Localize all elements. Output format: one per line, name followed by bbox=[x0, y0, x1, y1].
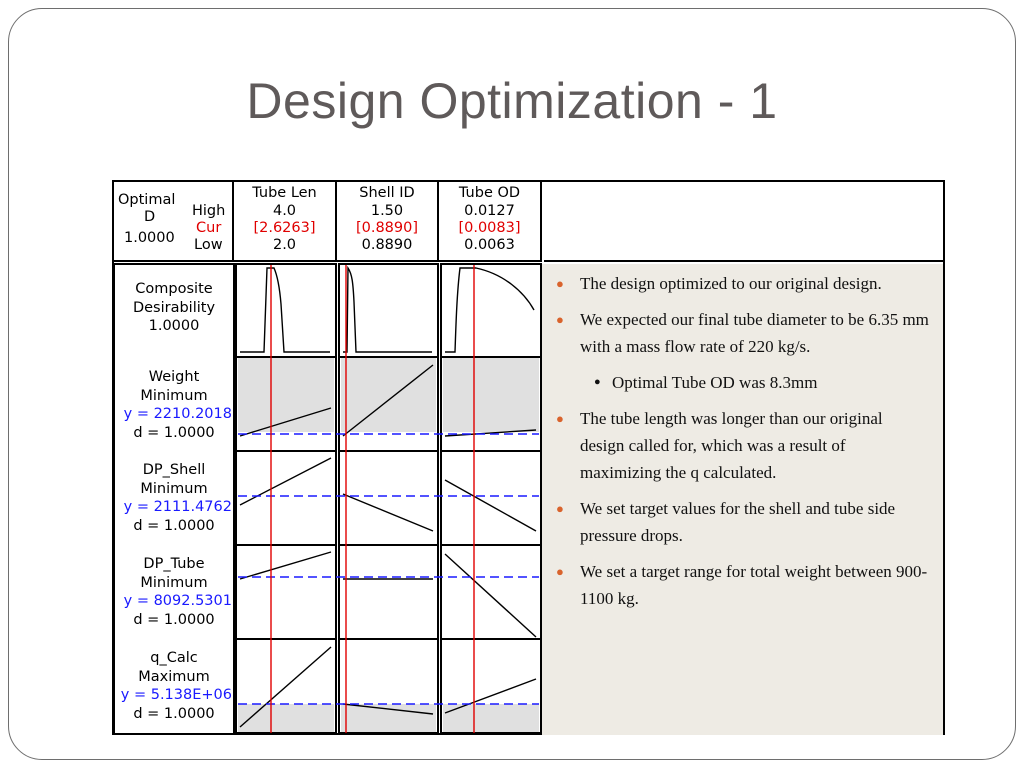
shaded-region bbox=[341, 358, 436, 432]
bullet-item bbox=[554, 495, 929, 549]
target-lines bbox=[238, 434, 539, 704]
factor-name: Shell ID bbox=[359, 185, 415, 201]
factor-low: 2.0 bbox=[272, 237, 297, 253]
response-name: DP_Tube bbox=[143, 556, 205, 572]
response-y: y = 2111.4762 bbox=[123, 499, 232, 515]
bullet-text: The tube length was longer than our original design called for, which was a result of maximizing the q calculated. bbox=[580, 409, 883, 482]
factor-high: 0.0127 bbox=[464, 203, 515, 219]
dp-shell-curve-tube-od bbox=[445, 480, 536, 531]
shaded-region bbox=[341, 704, 436, 732]
bullet-text: The design optimized to our original design. bbox=[580, 274, 882, 293]
composite-curve-tube-od bbox=[445, 268, 534, 352]
bullet-text: Optimal Tube OD was 8.3mm bbox=[612, 373, 818, 392]
composite-line-2: Desirability bbox=[132, 299, 216, 316]
factor-cur: [2.6263] bbox=[253, 220, 316, 236]
bullet-item bbox=[554, 306, 929, 360]
response-y: y = 8092.5301 bbox=[123, 593, 232, 609]
bullet-dot-icon: ● bbox=[556, 276, 564, 291]
composite-curve-shell-id bbox=[343, 268, 432, 352]
bullet-text: We expected our final tube diameter to be 6.35 mm with a mass flow rate of 220 kg/s. bbox=[580, 310, 929, 356]
dp-tube-curve-tube-od bbox=[445, 554, 536, 637]
factor-name: Tube Len bbox=[252, 185, 317, 201]
notes-panel bbox=[542, 264, 943, 735]
composite-curve-tube-len bbox=[240, 268, 330, 352]
optimization-plot bbox=[112, 180, 945, 735]
dp-shell-curve-shell-id bbox=[343, 494, 433, 531]
optimal-label: Optimal bbox=[118, 192, 176, 208]
factor-cur: [0.8890] bbox=[355, 220, 419, 236]
cell-border bbox=[236, 264, 336, 357]
low-label: Low bbox=[194, 237, 223, 253]
shaded-region bbox=[443, 358, 539, 432]
response-goal: Minimum bbox=[140, 387, 208, 404]
cell-border bbox=[236, 451, 336, 545]
factor-high: 4.0 bbox=[272, 203, 297, 219]
shaded-region bbox=[238, 358, 334, 432]
cell-border bbox=[236, 545, 336, 639]
bullet-item bbox=[554, 270, 929, 297]
bullet-item bbox=[554, 558, 929, 612]
factor-low: 0.0063 bbox=[464, 237, 515, 253]
response-goal: Maximum bbox=[138, 668, 210, 685]
dp-tube-curve-tube-len bbox=[240, 552, 331, 579]
bullet-dot-icon: ● bbox=[556, 564, 564, 579]
response-y: y = 2210.2018 bbox=[123, 406, 232, 422]
response-d: d = 1.0000 bbox=[133, 517, 215, 534]
slide-title: Design Optimization - 1 bbox=[246, 73, 778, 129]
cell-border bbox=[339, 545, 438, 639]
response-d: d = 1.0000 bbox=[133, 611, 215, 628]
sub-bullet-dot-icon: ● bbox=[594, 376, 601, 388]
factor-cur: [0.0083] bbox=[458, 220, 521, 236]
d-label: D bbox=[144, 209, 156, 225]
dp-shell-curve-tube-len bbox=[240, 458, 331, 505]
response-d: d = 1.0000 bbox=[133, 424, 215, 441]
bullet-dot-icon: ● bbox=[556, 312, 564, 327]
factor-high: 1.50 bbox=[370, 203, 404, 219]
d-value: 1.0000 bbox=[124, 230, 175, 246]
response-goal: Minimum bbox=[140, 574, 208, 591]
composite-line-1: Composite bbox=[135, 281, 213, 297]
cell-border bbox=[441, 451, 541, 545]
response-d: d = 1.0000 bbox=[133, 705, 215, 722]
cell-borders bbox=[114, 264, 541, 735]
bullet-text: We set target values for the shell and tube side pressure drops. bbox=[580, 499, 896, 545]
bullet-dot-icon: ● bbox=[556, 411, 564, 426]
response-curves bbox=[240, 268, 536, 727]
cur-label: Cur bbox=[196, 220, 222, 236]
current-setting-lines bbox=[271, 265, 474, 733]
bullet-dot-icon: ● bbox=[556, 501, 564, 516]
sub-bullet-item bbox=[554, 369, 929, 396]
response-name: Weight bbox=[148, 369, 200, 385]
label-column-border bbox=[114, 264, 234, 735]
factor-low: 0.8890 bbox=[361, 237, 413, 253]
bullet-text: We set a target range for total weight between 900-1100 kg. bbox=[580, 562, 928, 608]
high-label: High bbox=[192, 203, 226, 219]
response-name: q_Calc bbox=[150, 650, 198, 666]
response-name: DP_Shell bbox=[142, 462, 206, 478]
response-y: y = 5.138E+06 bbox=[120, 687, 232, 703]
factor-name: Tube OD bbox=[458, 185, 521, 201]
composite-line-3: 1.0000 bbox=[148, 318, 200, 334]
cell-border bbox=[441, 545, 541, 639]
bullet-item bbox=[554, 405, 929, 486]
shaded-region bbox=[238, 704, 334, 732]
response-goal: Minimum bbox=[140, 480, 208, 497]
